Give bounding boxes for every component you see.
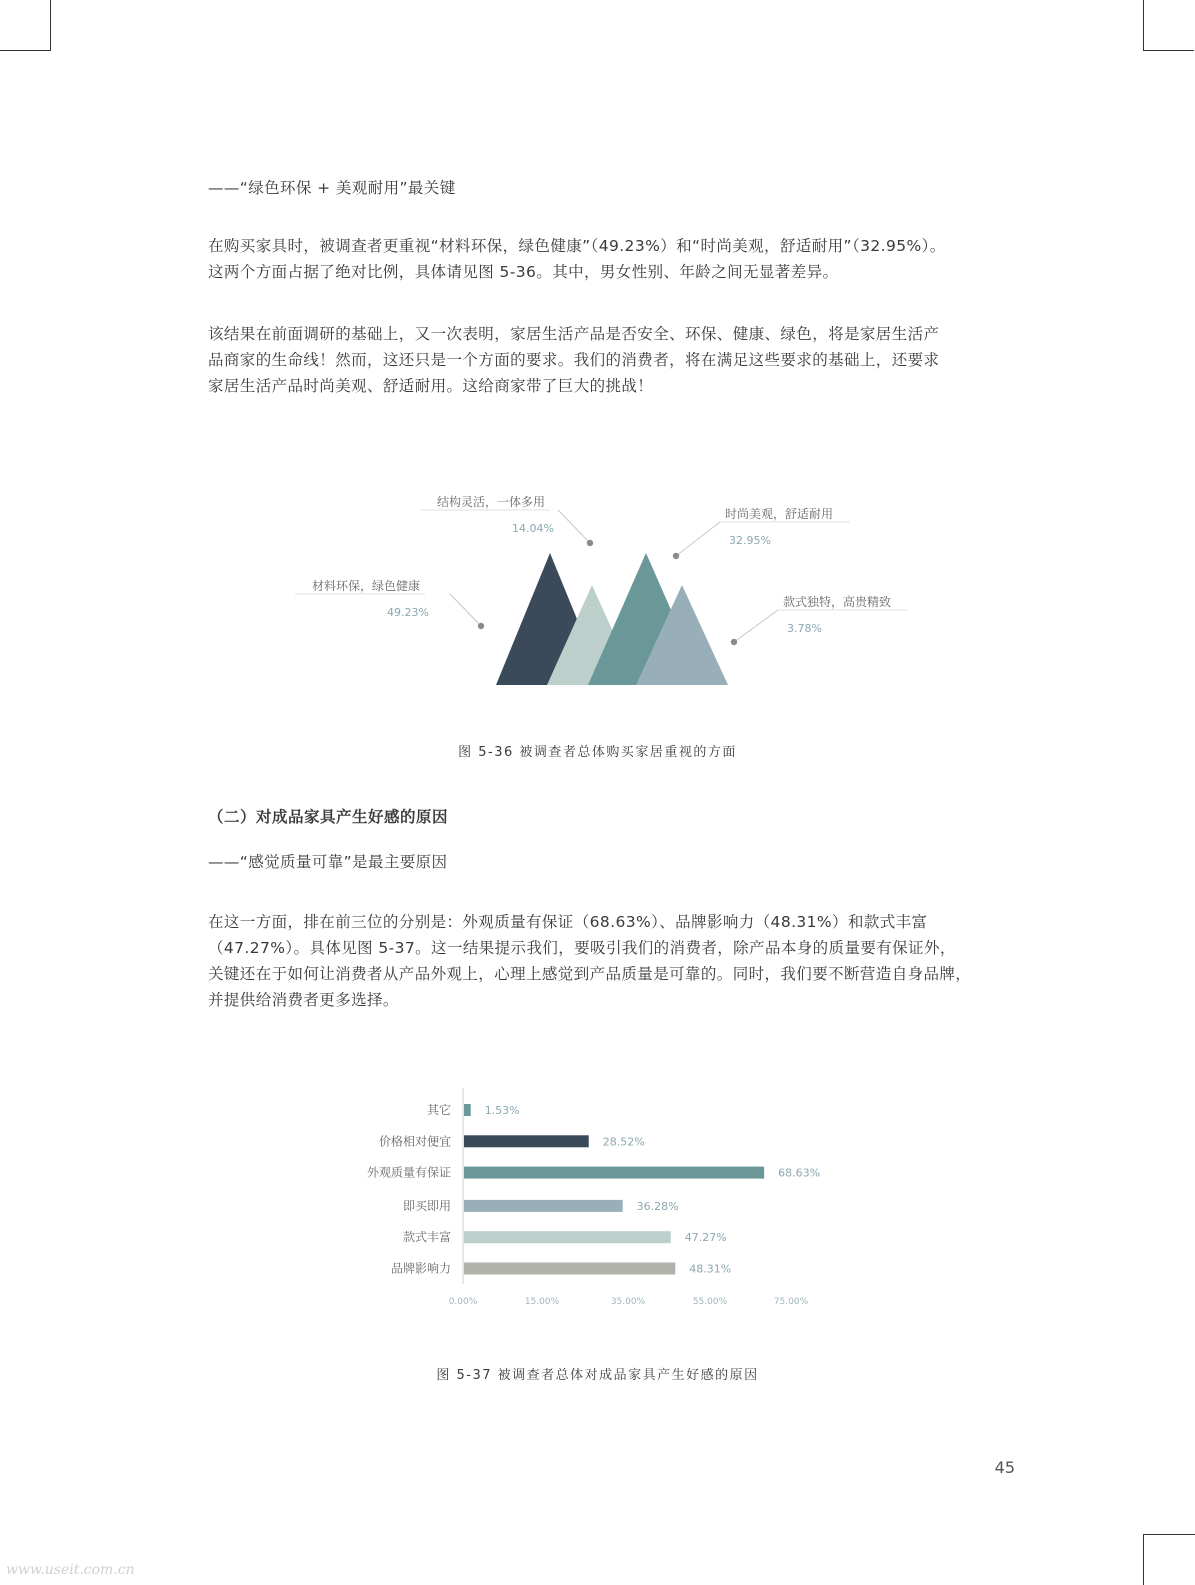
section-heading: （二）对成品家具产生好感的原因 [208, 808, 449, 826]
percentage-label: 3.78% [787, 622, 822, 635]
percentage-label: 32.95% [729, 534, 771, 547]
x-tick-label: 0.00% [448, 1297, 478, 1307]
bar-category-label: 即买即用 [402, 1198, 451, 1213]
category-label: 结构灵活，一体多用 [436, 495, 545, 509]
paragraph-line: 在这一方面，排在前三位的分别是：外观质量有保证（68.63%）、品牌影响力（48.31%）和款式丰富 [208, 913, 928, 931]
x-tick-label: 35.00% [610, 1297, 646, 1307]
bar-category-label: 其它 [426, 1103, 451, 1117]
bar [464, 1167, 764, 1179]
bar-value-label: 48.31% [689, 1262, 732, 1276]
bar-value-label: 68.63% [778, 1166, 821, 1180]
paragraph-line: 品商家的生命线！然而，这还只是一个方面的要求。我们的消费者，将在满足这些要求的基础上，还要求 [208, 351, 940, 369]
paragraph-line: 在购买家具时，被调查者更重视“材料环保，绿色健康”（49.23%）和“时尚美观，舒适耐用”（32.95%）。 [208, 237, 946, 255]
paragraph-line: （47.27%）。具体见图 5-37。这一结果提示我们，要吸引我们的消费者，除产品本身的质量要有保证外， [208, 939, 956, 957]
page-number: 45 [994, 1458, 1015, 1477]
subheading-green-durable: ——“绿色环保 + 美观耐用”最关键 [208, 179, 456, 197]
percentage-label: 14.04% [512, 522, 554, 535]
bar-value-label: 36.28% [636, 1199, 679, 1213]
figure-caption-5-36: 图 5-36 被调查者总体购买家居重视的方面 [458, 745, 737, 760]
bar [464, 1104, 471, 1116]
bar-value-label: 1.53% [484, 1104, 520, 1117]
category-label: 款式独特，高贵精致 [783, 595, 892, 609]
bar-category-label: 品牌影响力 [390, 1261, 451, 1276]
paragraph-line: 该结果在前面调研的基础上，又一次表明，家居生活产品是否安全、环保、健康、绿色，将是家居生活产 [208, 325, 940, 343]
paragraph-line: 关键还在于如何让消费者从产品外观上，心理上感觉到产品质量是可靠的。同时，我们要不断营造自身品牌， [208, 965, 972, 983]
category-label: 时尚美观，舒适耐用 [725, 507, 834, 521]
paragraph-line: 这两个方面占据了绝对比例，具体请见图 5-36。其中，男女性别、年龄之间无显著差异。 [208, 263, 839, 281]
bar-category-label: 价格相对便宜 [378, 1134, 451, 1149]
bar-value-label: 47.27% [684, 1231, 727, 1245]
bar [464, 1263, 675, 1275]
bar-category-label: 外观质量有保证 [366, 1165, 451, 1180]
bar [464, 1135, 589, 1147]
bar-category-label: 款式丰富 [402, 1230, 451, 1245]
x-tick-label: 15.00% [524, 1297, 560, 1307]
x-tick-label: 75.00% [773, 1297, 809, 1307]
bar [464, 1231, 671, 1243]
paragraph-line: 家居生活产品时尚美观、舒适耐用。这给商家带了巨大的挑战！ [208, 377, 654, 395]
percentage-label: 49.23% [387, 606, 429, 619]
x-tick-label: 55.00% [692, 1297, 728, 1307]
subheading-quality: ——“感觉质量可靠”是最主要原因 [208, 853, 448, 871]
watermark: www.useit.com.cn [6, 1562, 135, 1578]
bar [464, 1200, 623, 1212]
figure-caption-5-37: 图 5-37 被调查者总体对成品家具产生好感的原因 [436, 1368, 759, 1383]
category-label: 材料环保，绿色健康 [311, 579, 420, 593]
paragraph-line: 并提供给消费者更多选择。 [208, 991, 399, 1009]
crop-mark-bottom-right [1143, 1534, 1195, 1585]
bar-value-label: 28.52% [602, 1135, 645, 1149]
